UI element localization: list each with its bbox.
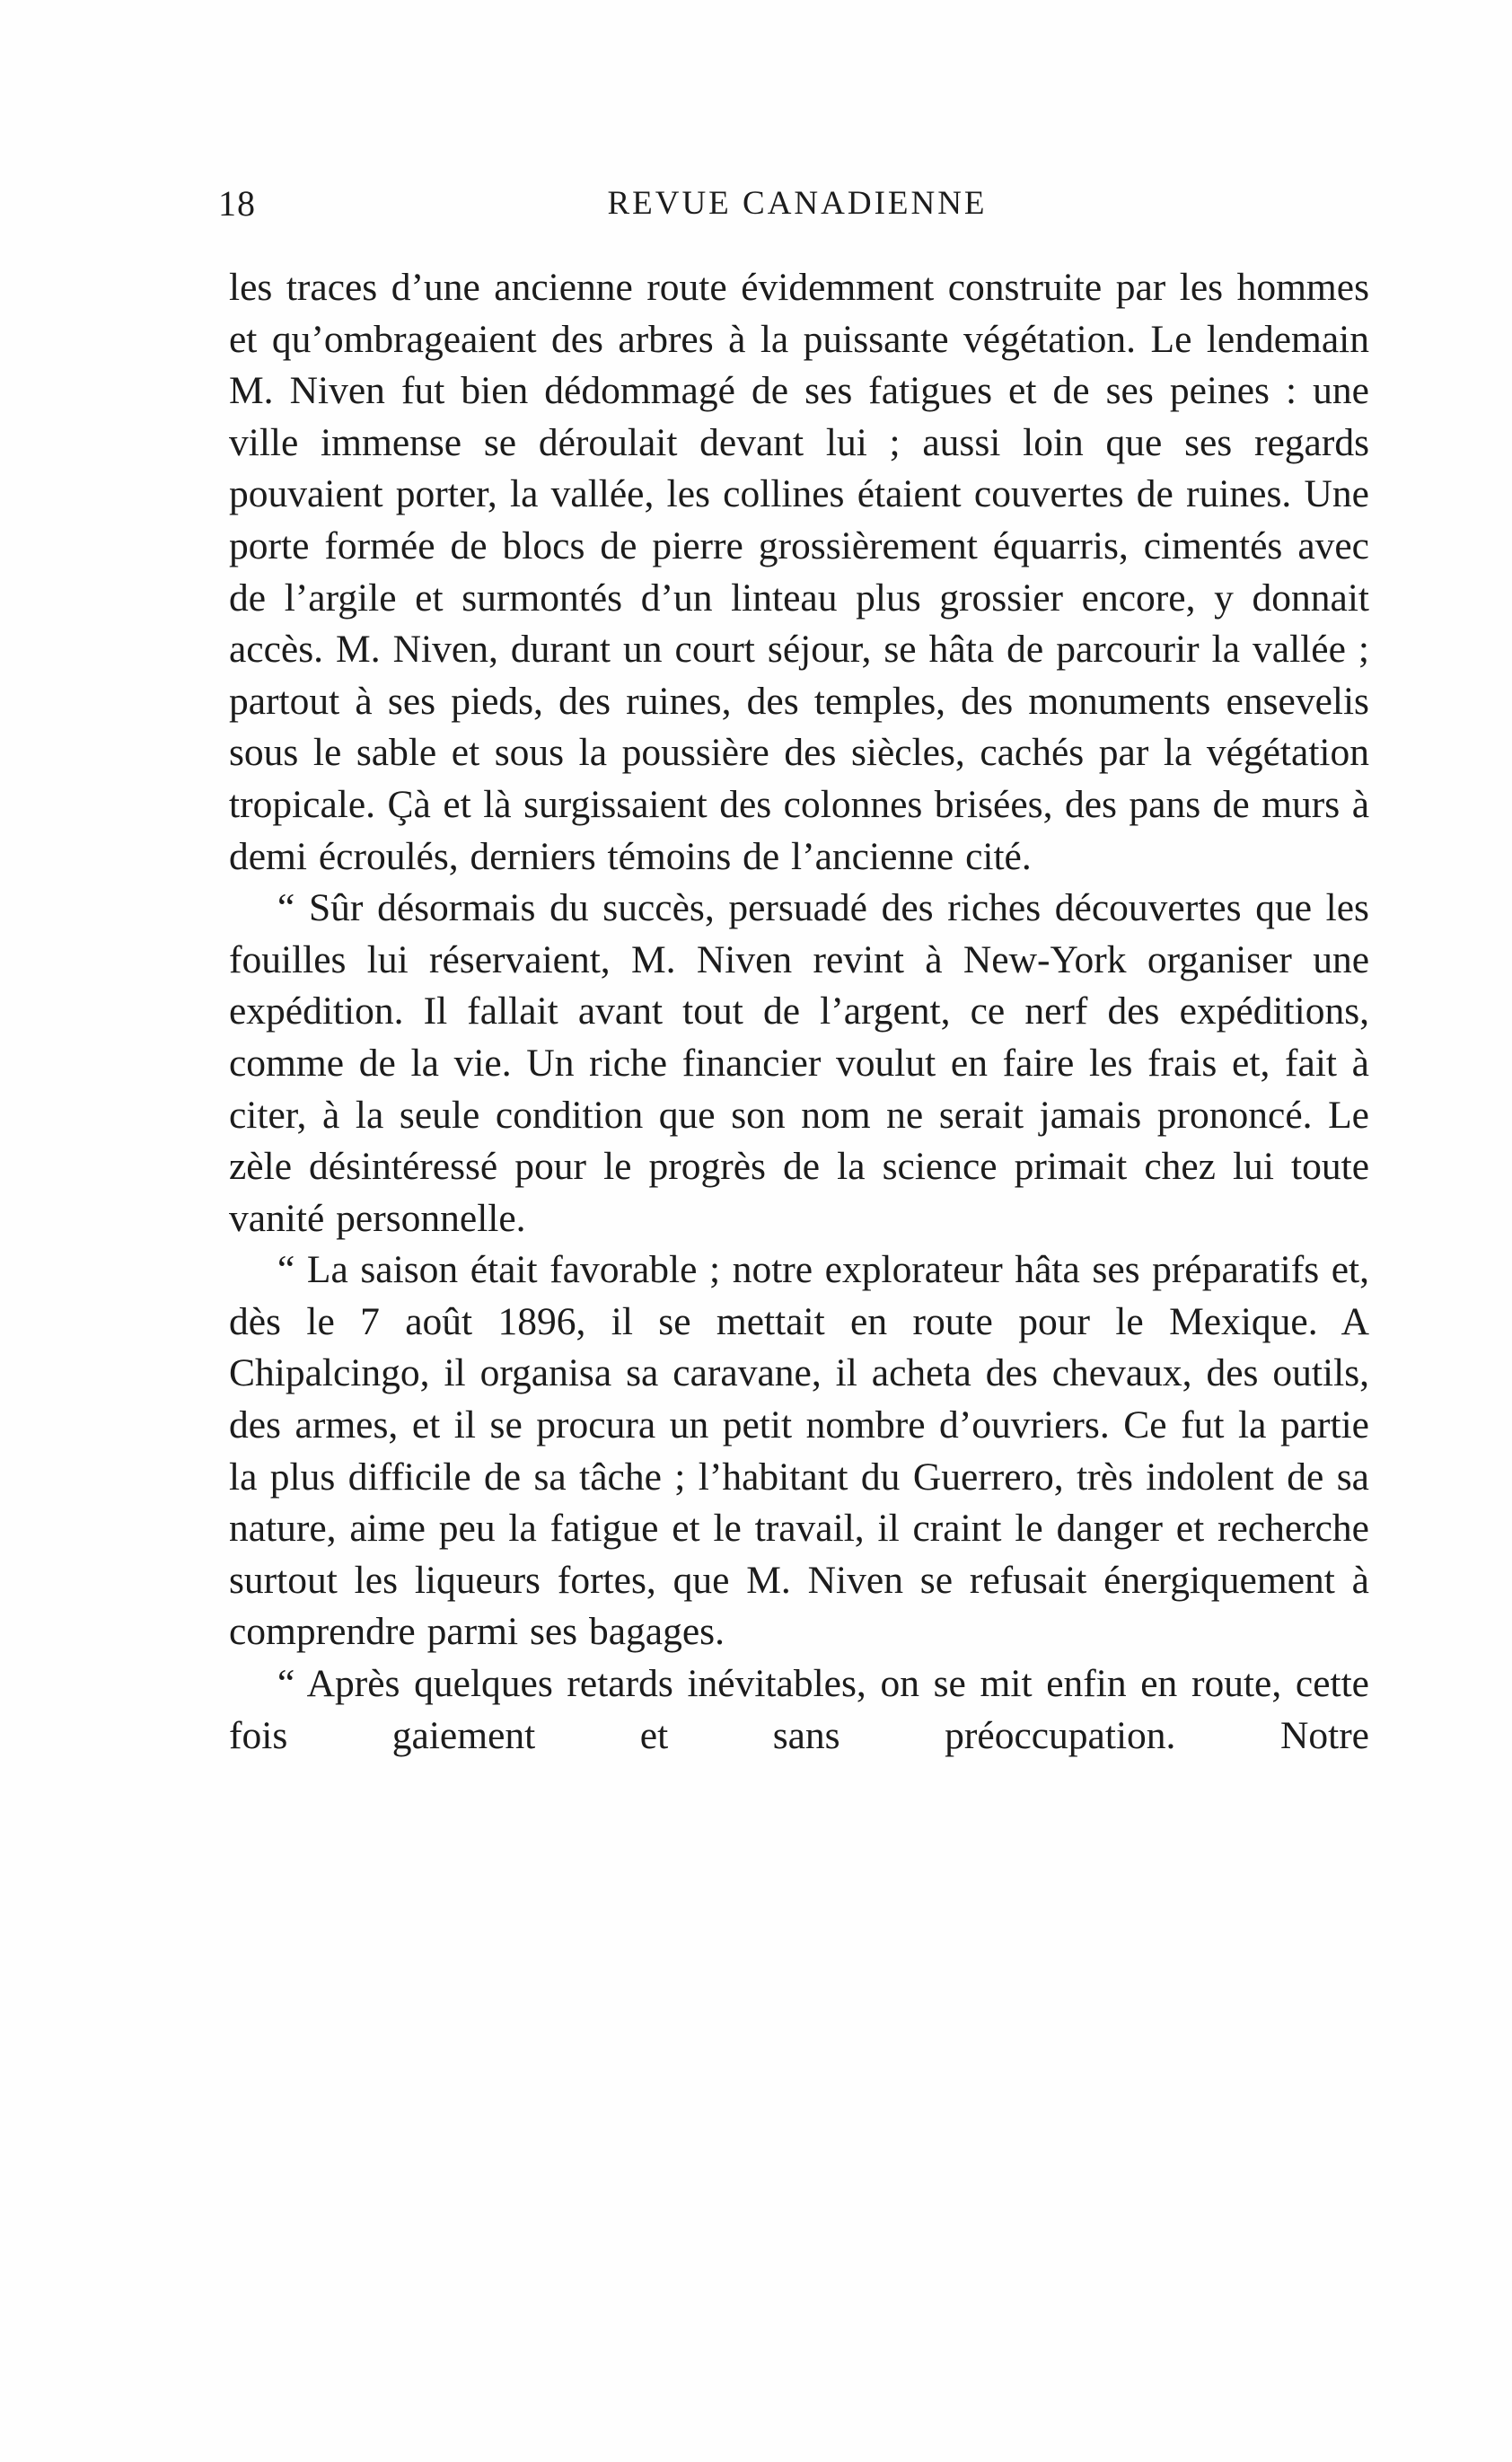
body-text <box>229 262 1369 1762</box>
paragraph-2: “ Sûr désormais du succès, persuadé des riches découvertes que les fouilles lui réservaient, M. Niven revint à New-York organiser une expédition. Il fallait avant tout de l’argent, ce nerf des expéditions, comme de la vie. Un riche financier voulut en faire les frais et, fait à citer, à la seule condition que son nom ne serait jamais prononcé. Le zèle désintéressé pour le progrès de la science primait chez lui toute vanité personnelle. <box>229 886 1369 1240</box>
paragraph-4: “ Après quelques retards inévitables, on se mit enfin en route, cette fois gaiement et sans préoccupation. Notre <box>229 1662 1369 1757</box>
page-number: 18 <box>218 183 256 224</box>
paragraph-1: les traces d’une ancienne route évidemment construite par les hommes et qu’ombrageaient des arbres à la puissante végétation. Le lendemain M. Niven fut bien dédommagé de ses fatigues et de ses peines : une ville immense se déroulait devant lui ; aussi loin que ses regards pouvaient porter, la vallée, les collines étaient couvertes de ruines. Une porte formée de blocs de pierre grossièrement équarris, cimentés avec de l’argile et surmontés d’un linteau plus grossier encore, y donnait accès. M. Niven, durant un court séjour, se hâta de parcourir la vallée ; partout à ses pieds, des ruines, des temples, des monuments ensevelis sous le sable et sous la poussière des siècles, cachés par la végétation tropicale. Çà et là surgissaient des colonnes brisées, des pans de murs à demi écroulés, derniers témoins de l’ancienne cité. <box>229 266 1369 878</box>
page-header <box>218 181 1376 226</box>
paragraph-3: “ La saison était favorable ; notre explorateur hâta ses préparatifs et, dès le 7 août 1896, il se mettait en route pour le Mexique. A Chipalcingo, il organisa sa caravane, il acheta des chevaux, des outils, des armes, et il se procura un petit nombre d’ouvriers. Ce fut la partie la plus difficile de sa tâche ; l’habitant du Guerrero, très indolent de sa nature, aime peu la fatigue et le travail, il craint le danger et recherche surtout les liqueurs fortes, que M. Niven se refusait énergiquement à comprendre parmi ses bagages. <box>229 1248 1369 1654</box>
running-title: REVUE CANADIENNE <box>607 185 988 222</box>
